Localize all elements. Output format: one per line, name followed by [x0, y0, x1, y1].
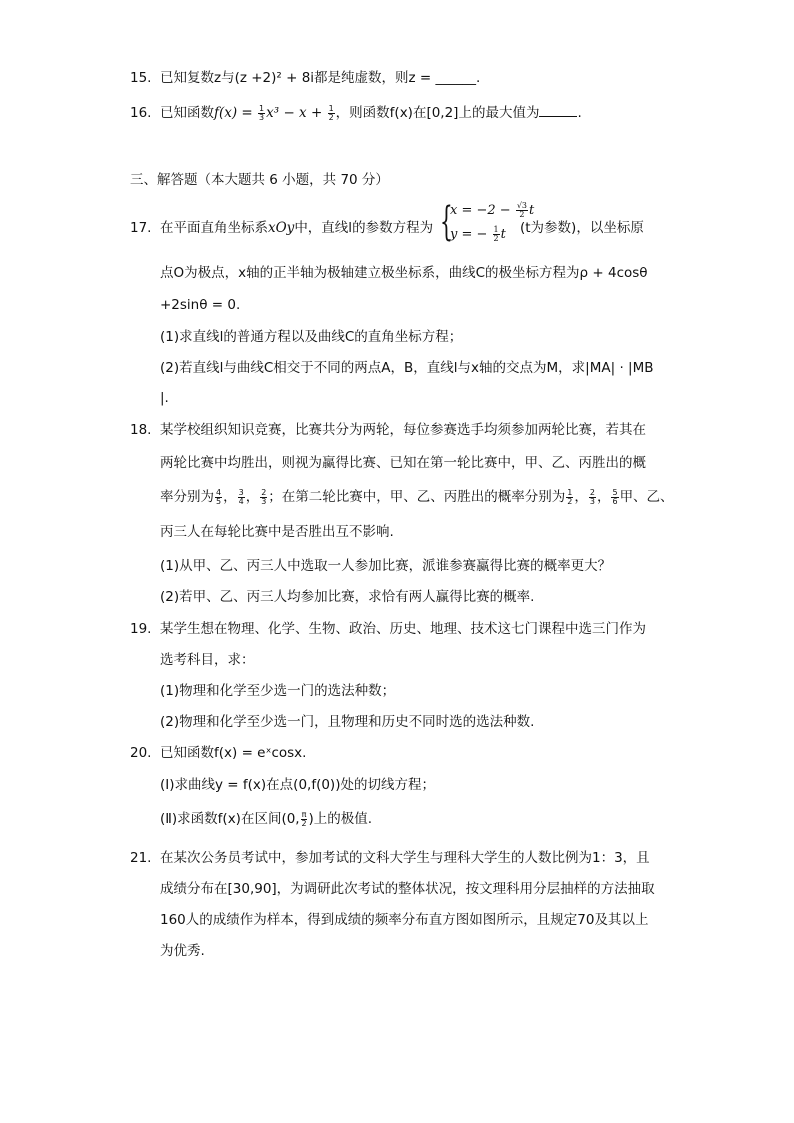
fraction-3-4: $\frac{3}{4}$ [238, 487, 244, 506]
q21-line1: 在某次公务员考试中，参加考试的文科大学生与理科大学生的人数比例为1：3，且 [160, 850, 650, 866]
fraction-4-5: $\frac{4}{5}$ [216, 487, 222, 506]
q18-line3: 率分别为 $\frac{4}{5}$ ， $\frac{3}{4}$ ， $\frac{2}{3}$ ；在第二轮比赛中，甲、乙、丙胜出的概率分别为 $\frac{1}{2}$ ， $\frac{2}{3}$ ， $\frac{5}{6}$ 甲、乙、 [160, 487, 674, 506]
q17-line3: +2sinθ = 0. [160, 297, 241, 313]
fraction-1-2: $\frac{1}{2}$ [328, 103, 334, 122]
fraction-1-2-b: $\frac{1}{2}$ [567, 487, 573, 506]
fraction-1-3: $\frac{1}{3}$ [259, 103, 265, 122]
parametric-eq-x: x = −2 − $\frac{√3}{2}$ t [450, 201, 535, 219]
q20-number: 20. [130, 745, 152, 761]
q15-number: 15. [130, 70, 152, 86]
q21-line4: 为优秀. [160, 943, 205, 959]
q19-line2: 选考科目，求： [160, 652, 255, 668]
q21-number: 21. [130, 850, 152, 866]
fraction-pi-2: $\frac{\pi}{2}$ [301, 809, 307, 828]
brace-icon: { [440, 199, 453, 245]
q17-part2: (2)若直线l与曲线C相交于不同的两点A，B，直线l与x轴的交点为M，求|MA| · |MB [160, 360, 654, 376]
q17-number: 17. [130, 220, 152, 236]
q18-part1: (1)从甲、乙、丙三人中选取一人参加比赛，派谁参赛赢得比赛的概率更大？ [160, 558, 612, 574]
q18-line2: 两轮比赛中均胜出，则视为赢得比赛、已知在第一轮比赛中，甲、乙、丙胜出的概 [160, 455, 646, 471]
q16-number: 16. [130, 105, 152, 121]
q20-part1: (Ⅰ)求曲线y = f(x)在点(0,f(0))处的切线方程； [160, 777, 435, 793]
q18-part2: (2)若甲、乙、丙三人均参加比赛，求恰有两人赢得比赛的概率. [160, 589, 535, 605]
q19-part2: (2)物理和化学至少选一门，且物理和历史不同时选的选法种数. [160, 714, 535, 730]
q20-line1: 已知函数f(x) = eˣcosx. [160, 745, 307, 761]
fraction-2-3-b: $\frac{2}{3}$ [589, 487, 595, 506]
fraction-5-6: $\frac{5}{6}$ [612, 487, 618, 506]
fraction-2-3: $\frac{2}{3}$ [261, 487, 267, 506]
q17-part2-end: |. [160, 390, 169, 406]
q18-line1: 某学校组织知识竞赛，比赛共分为两轮，每位参赛选手均须参加两轮比赛，若其在 [160, 422, 646, 438]
q19-part1: (1)物理和化学至少选一门的选法种数； [160, 683, 396, 699]
q17-line1: 在平面直角坐标系xOy中，直线l的参数方程为 [160, 220, 434, 236]
q16-text: 已知函数f(x) = $\frac{1}{3}$ x³ − x + $\frac{1}{2}$ ，则函数f(x)在[0,2]上的最大值为 . [160, 103, 582, 122]
section-heading: 三、解答题（本大题共 6 小题，共 70 分） [130, 172, 389, 188]
q15-text: 已知复数z与(z +2)² + 8i都是纯虚数，则z = ______. [160, 70, 481, 86]
q17-line2: 点O为极点，x轴的正半轴为极轴建立极坐标系，曲线C的极坐标方程为ρ + 4cosθ [160, 265, 648, 281]
q20-part2: (Ⅱ)求函数f(x)在区间(0, $\frac{\pi}{2}$ )上的极值. [160, 809, 372, 828]
q18-line4: 丙三人在每轮比赛中是否胜出互不影响. [160, 524, 394, 540]
q19-number: 19. [130, 621, 152, 637]
q18-number: 18. [130, 422, 152, 438]
answer-blank [539, 104, 577, 117]
q19-line1: 某学生想在物理、化学、生物、政治、历史、地理、技术这七门课程中选三门作为 [160, 621, 646, 637]
q17-part1: (1)求直线l的普通方程以及曲线C的直角坐标方程； [160, 329, 463, 345]
q17-param-note: (t为参数)，以坐标原 [520, 220, 644, 236]
q21-line2: 成绩分布在[30,90]，为调研此次考试的整体状况，按文理科用分层抽样的方法抽取 [160, 881, 655, 897]
parametric-eq-y: y = − $\frac{1}{2}$ t [450, 225, 506, 243]
q21-line3: 160人的成绩作为样本，得到成绩的频率分布直方图如图所示，且规定70及其以上 [160, 912, 649, 928]
